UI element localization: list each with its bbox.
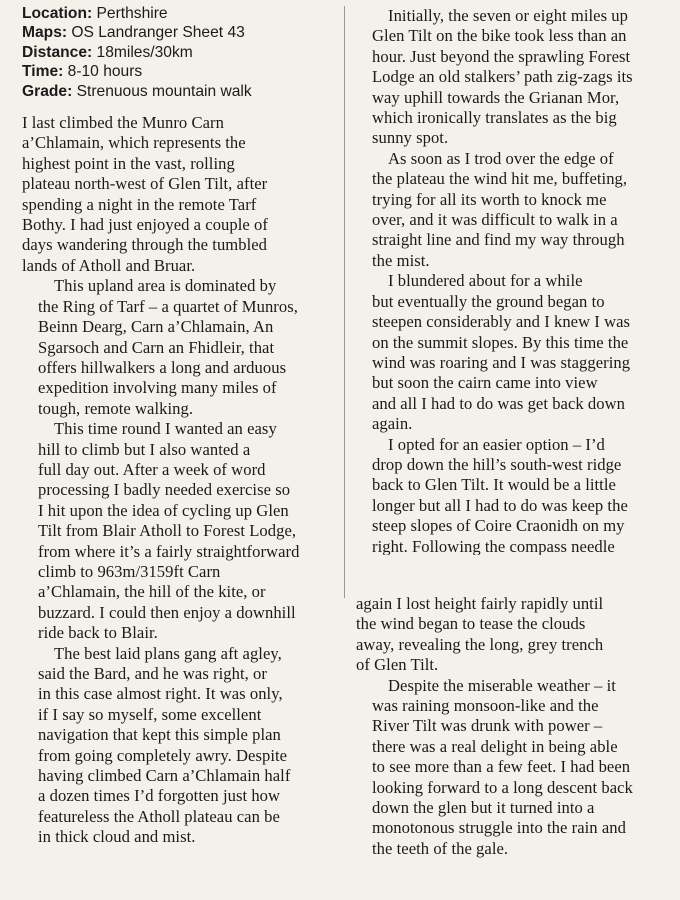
text-line: Despite the miserable weather – it xyxy=(388,675,616,695)
text-line: I last climbed the Munro Carn xyxy=(22,113,224,133)
text-line: over, and it was difficult to walk in a xyxy=(372,210,618,230)
text-line: navigation that kept this simple plan xyxy=(38,725,281,745)
text-line: back to Glen Tilt. It would be a little xyxy=(372,475,616,495)
fact-value: Strenuous mountain walk xyxy=(72,82,252,100)
text-line: sunny spot. xyxy=(372,128,449,148)
text-line: longer but all I had to do was keep the xyxy=(372,495,628,515)
text-line: hour. Just beyond the sprawling Forest xyxy=(372,46,631,66)
fact-value: Perthshire xyxy=(92,5,168,22)
text-line: way uphill towards the Grianan Mor, xyxy=(372,87,620,107)
text-line: right. Following the compass needle xyxy=(372,536,615,555)
fact-value: 8-10 hours xyxy=(63,63,143,81)
text-line: there was a real delight in being able xyxy=(372,736,618,756)
fact-row xyxy=(22,23,340,42)
text-line: to see more than a few feet. I had been xyxy=(372,757,631,777)
text-line: tough, remote walking. xyxy=(38,398,194,418)
text-line: full day out. After a week of word xyxy=(38,459,266,479)
text-line: processing I badly needed exercise so xyxy=(38,480,291,500)
text-line: expedition involving many miles of xyxy=(38,378,277,398)
text-line: Lodge an old stalkers’ path zig-zags its xyxy=(372,67,633,87)
paragraph xyxy=(22,276,340,419)
text-line: from where it’s a fairly straightforward xyxy=(38,541,300,561)
text-line: the mist. xyxy=(372,250,430,270)
text-line: I hit upon the idea of cycling up Glen xyxy=(38,500,289,520)
text-line: spending a night in the remote Tarf xyxy=(22,194,257,214)
fact-label: Maps: xyxy=(22,24,68,42)
text-line: ride back to Blair. xyxy=(38,623,158,643)
paragraph xyxy=(356,149,674,271)
fact-row xyxy=(22,4,340,23)
right-column-bottom xyxy=(356,594,674,859)
text-line: in thick cloud and mist. xyxy=(38,827,196,847)
text-line: Tilt from Blair Atholl to Forest Lodge, xyxy=(38,521,297,541)
text-line: steep slopes of Coire Craonidh on my xyxy=(372,516,625,536)
text-line: highest point in the vast, rolling xyxy=(22,153,235,173)
paragraph xyxy=(356,676,674,860)
text-line: This upland area is dominated by xyxy=(54,276,277,296)
text-line: Beinn Dearg, Carn a’Chlamain, An xyxy=(38,317,274,337)
text-line: in this case almost right. It was only, xyxy=(38,684,283,704)
right-column-top xyxy=(356,6,674,555)
text-line: offers hillwalkers a long and arduous xyxy=(38,357,287,377)
text-line: drop down the hill’s south-west ridge xyxy=(372,454,622,474)
text-line: steepen considerably and I knew I was xyxy=(372,312,631,332)
text-line: trying for all its worth to knock me xyxy=(372,189,607,209)
text-line: if I say so myself, some excellent xyxy=(38,704,262,724)
text-line: buzzard. I could then enjoy a downhill xyxy=(38,602,296,622)
right-body-text xyxy=(356,6,674,555)
text-line: away, revealing the long, grey trench xyxy=(356,634,604,654)
text-line: but eventually the ground began to xyxy=(372,291,605,311)
paragraph xyxy=(356,6,674,149)
paragraph xyxy=(356,271,674,434)
paragraph xyxy=(356,594,674,676)
text-line: Bothy. I had just enjoyed a couple of xyxy=(22,215,268,235)
fact-label: Distance: xyxy=(22,43,93,61)
text-line: but soon the cairn came into view xyxy=(372,373,598,393)
fact-value: 18miles/30km xyxy=(92,43,193,61)
text-line: the Ring of Tarf – a quartet of Munros, xyxy=(38,296,298,316)
left-body-text xyxy=(22,113,340,848)
text-line: a dozen times I’d forgotten just how xyxy=(38,786,281,806)
fact-row xyxy=(22,43,340,62)
fact-value: OS Landranger Sheet 43 xyxy=(67,24,245,42)
text-line: I blundered about for a while xyxy=(388,271,583,291)
paragraph xyxy=(22,419,340,643)
fact-row xyxy=(22,62,340,81)
text-line: which ironically translates as the big xyxy=(372,108,617,128)
text-line: Sgarsoch and Carn an Fhidleir, that xyxy=(38,337,275,357)
text-line: down the glen but it turned into a xyxy=(372,798,595,818)
text-line: As soon as I trod over the edge of xyxy=(388,148,614,168)
text-line: straight line and find my way through xyxy=(372,230,625,250)
text-line: plateau north-west of Glen Tilt, after xyxy=(22,174,268,194)
text-line: a’Chlamain, which represents the xyxy=(22,133,246,153)
text-line: on the summit slopes. By this time the xyxy=(372,332,629,352)
text-line: wind was roaring and I was staggering xyxy=(372,352,631,372)
text-line: was raining monsoon-like and the xyxy=(372,696,599,716)
text-line: again. xyxy=(372,414,413,434)
text-line: having climbed Carn a’Chlamain half xyxy=(38,766,291,786)
text-line: Initially, the seven or eight miles up xyxy=(388,6,628,25)
text-line: and all I had to do was get back down xyxy=(372,393,625,413)
text-line: from going completely awry. Despite xyxy=(38,745,288,765)
fact-label: Location: xyxy=(22,5,93,22)
paragraph xyxy=(22,644,340,848)
text-line: River Tilt was drunk with power – xyxy=(372,716,603,736)
text-line: a’Chlamain, the hill of the kite, or xyxy=(38,582,266,602)
paragraph xyxy=(356,435,674,555)
text-line: of Glen Tilt. xyxy=(356,655,439,675)
text-line: days wandering through the tumbled xyxy=(22,235,268,255)
text-line: looking forward to a long descent back xyxy=(372,777,633,797)
text-line: the plateau the wind hit me, buffeting, xyxy=(372,169,628,189)
text-line: said the Bard, and he was right, or xyxy=(38,664,267,683)
fact-label: Time: xyxy=(22,63,64,81)
text-line: hill to climb but I also wanted a xyxy=(38,439,251,459)
text-line: climb to 963m/3159ft Carn xyxy=(38,561,221,581)
text-line: lands of Atholl and Bruar. xyxy=(22,255,196,275)
text-line: featureless the Atholl plateau can be xyxy=(38,806,280,826)
fact-label: Grade: xyxy=(22,82,73,100)
paragraph xyxy=(22,113,340,276)
left-column xyxy=(22,4,340,848)
route-facts-box xyxy=(22,4,340,101)
text-line: again I lost height fairly rapidly until xyxy=(356,594,604,613)
text-line: I opted for an easier option – I’d xyxy=(388,434,605,454)
text-line: This time round I wanted an easy xyxy=(54,419,277,439)
text-line: The best laid plans gang aft agley, xyxy=(54,643,282,663)
text-line: monotonous struggle into the rain and xyxy=(372,818,626,838)
text-line: the teeth of the gale. xyxy=(372,838,509,858)
column-divider xyxy=(344,6,345,598)
text-line: Glen Tilt on the bike took less than an xyxy=(372,26,627,46)
right-bottom-body-text xyxy=(356,594,674,859)
fact-row xyxy=(22,82,340,101)
text-line: the wind began to tease the clouds xyxy=(356,614,586,634)
